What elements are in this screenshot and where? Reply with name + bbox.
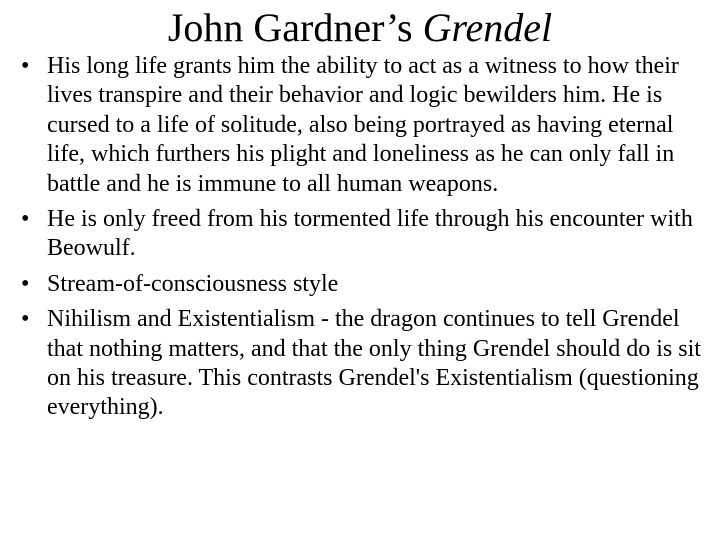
bullet-dot-icon: •	[21, 306, 30, 333]
bullet-item	[0, 52, 720, 199]
bullet-text: Stream-of-consciousness style	[47, 270, 339, 297]
bullet-list	[0, 52, 720, 429]
bullet-dot-icon: •	[21, 206, 30, 233]
bullet-dot-icon: •	[21, 53, 30, 79]
slide-title	[0, 4, 720, 52]
bullet-item	[0, 205, 720, 264]
bullet-text: He is only freed from his tormented life through his encounter with Beowulf.	[47, 206, 693, 262]
title-italic-text: Grendel	[422, 5, 553, 50]
bullet-text: Nihilism and Existentialism - the dragon continues to tell Grendel that nothing matters, and that the only thing Grendel should do is sit on his treasure. This contrasts Grendel's Existentialism (questioning everything).	[47, 306, 701, 421]
bullet-dot-icon: •	[21, 270, 30, 297]
title-main-text: John Gardner’s	[167, 5, 423, 50]
bullet-item	[0, 270, 720, 299]
bullet-text: His long life grants him the ability to act as a witness to how their lives transpire and their behavior and logic bewilders him. He is cursed to a life of solitude, also being portrayed as having eternal life, which furthers his plight and loneliness as he can only fall in battle and he is immune to all human weapons.	[47, 53, 679, 197]
bullet-item	[0, 305, 720, 423]
